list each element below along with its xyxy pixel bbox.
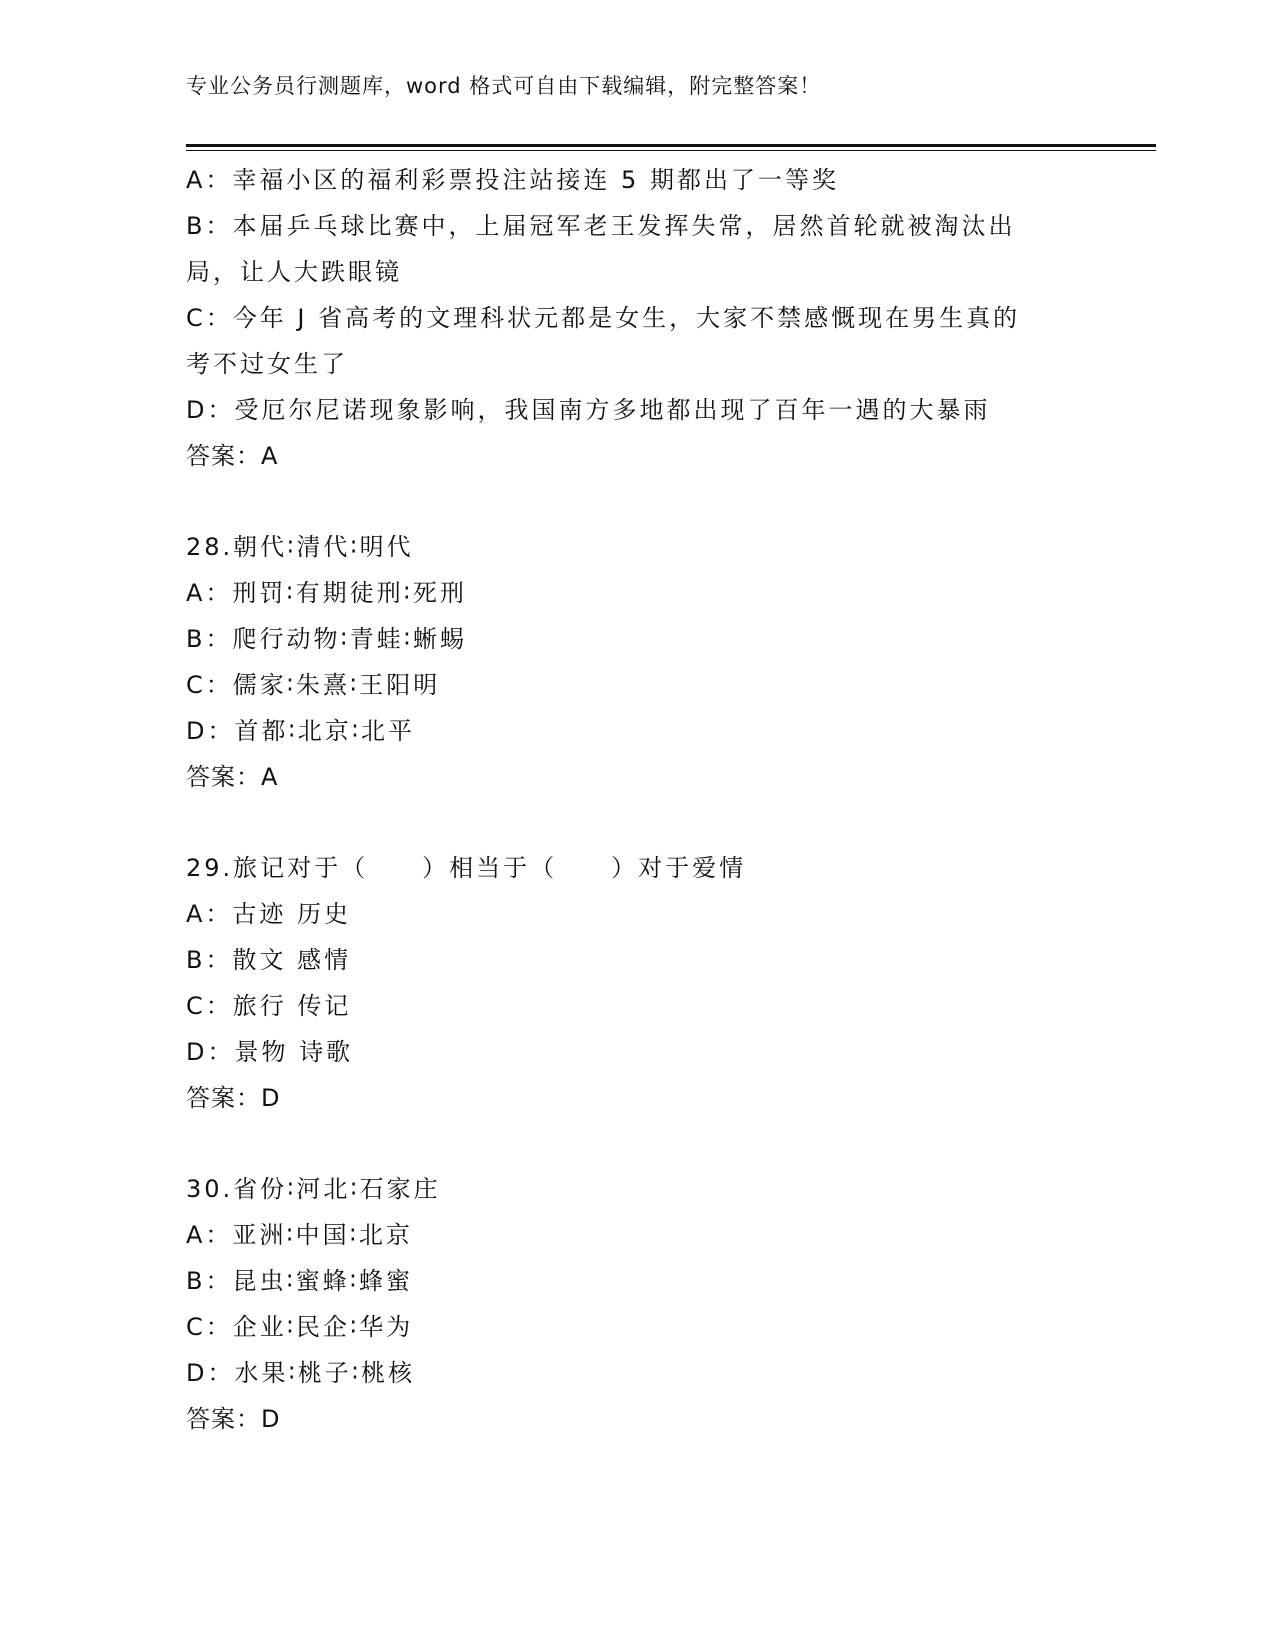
question-spacer: [186, 1121, 1086, 1166]
option-b: B：昆虫∶蜜蜂∶蜂蜜: [186, 1267, 413, 1295]
option-a: A：古迹 历史: [186, 900, 352, 928]
option-b-line-2: 局，让人大跌眼镜: [186, 258, 402, 286]
option-c: C：旅行 传记: [186, 992, 352, 1020]
question-29: [186, 845, 1086, 1121]
option-d: D：景物 诗歌: [186, 1038, 354, 1066]
answer-line: 答案：A: [186, 763, 279, 791]
option-a: A：幸福小区的福利彩票投注站接连 5 期都出了一等奖: [186, 166, 839, 194]
question-30: [186, 1166, 1086, 1442]
question-spacer: [186, 479, 1086, 524]
option-b: B：爬行动物∶青蛙∶蜥蜴: [186, 625, 467, 653]
answer-line: 答案：D: [186, 1405, 281, 1433]
page-header: 专业公务员行测题库，word 格式可自由下载编辑，附完整答案！: [186, 74, 822, 98]
option-d: D：水果∶桃子∶桃核: [186, 1359, 415, 1387]
option-d: D：受厄尔尼诺现象影响，我国南方多地都出现了百年一遇的大暴雨: [186, 396, 991, 424]
question-spacer: [186, 800, 1086, 845]
answer-line: 答案：A: [186, 442, 279, 470]
option-c: C：企业∶民企∶华为: [186, 1313, 414, 1341]
option-c-line-1: C：今年 J 省高考的文理科状元都是女生，大家不禁感慨现在男生真的: [186, 304, 1021, 332]
question-stem: 29.旅记对于（ ）相当于（ ）对于爱情: [186, 854, 747, 882]
question-27: [186, 157, 1086, 479]
option-c: C：儒家∶朱熹∶王阳明: [186, 671, 441, 699]
question-28: [186, 524, 1086, 800]
option-d: D：首都∶北京∶北平: [186, 717, 415, 745]
option-b-line-1: B：本届乒乓球比赛中，上届冠军老王发挥失常，居然首轮就被淘汰出: [186, 212, 1016, 240]
option-a: A：刑罚∶有期徒刑∶死刑: [186, 579, 467, 607]
question-content: [186, 157, 1086, 1442]
question-stem: 30.省份∶河北∶石家庄: [186, 1175, 441, 1203]
answer-line: 答案：D: [186, 1084, 281, 1112]
header-rule-thick: [186, 144, 1156, 147]
option-c-line-2: 考不过女生了: [186, 350, 348, 378]
header-rule-thin: [186, 150, 1156, 151]
option-b: B：散文 感情: [186, 946, 352, 974]
option-a: A：亚洲∶中国∶北京: [186, 1221, 413, 1249]
question-stem: 28.朝代∶清代∶明代: [186, 533, 414, 561]
